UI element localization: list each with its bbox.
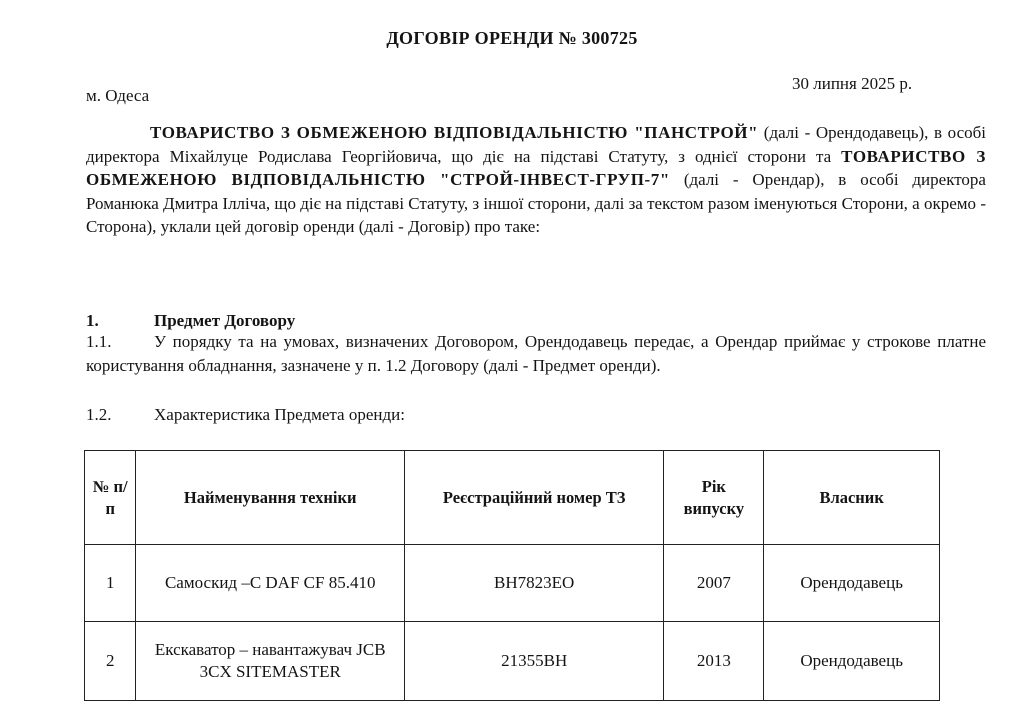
clause-1-1 — [86, 330, 986, 377]
cell-owner: Орендодавець — [764, 622, 940, 701]
document-title: ДОГОВІР ОРЕНДИ № 300725 — [386, 28, 638, 48]
intro-part2: (далі - Орендар), в особі директора Романюка Дмитра Ілліча, що діє на підставі Статуту, з іншої сторони, далі за текстом разом іменуються Сторони, а окремо - Сторона), уклали цей договір оренди (далі - Договір) про таке: — [86, 170, 986, 236]
header-registration-number: Реєстраційний номер ТЗ — [404, 451, 663, 545]
clause-number: 1.2. — [86, 405, 112, 424]
cell-owner: Орендодавець — [764, 545, 940, 622]
section-1-heading — [86, 311, 295, 331]
cell-registration-number: ВН7823ЕО — [404, 545, 663, 622]
city: м. Одеса — [86, 86, 150, 105]
section-title: Предмет Договору — [154, 311, 296, 330]
party2-name: ТОВАРИСТВО З ОБМЕЖЕНОЮ ВІДПОВІДАЛЬНІСТЮ "СТРОЙ-ІНВЕСТ-ГРУП-7" — [86, 146, 986, 189]
header-owner: Власник — [764, 451, 940, 545]
cell-year: 2007 — [664, 545, 764, 622]
clause-number: 1.1. — [86, 332, 112, 351]
clause-text: У порядку та на умовах, визначених Договором, Орендодавець передає, а Орендар приймає у строкове платне користування обладнання, зазначене у п. 1.2 Договору (далі - Предмет оренди). — [86, 332, 986, 375]
cell-year: 2013 — [664, 622, 764, 701]
table-row — [85, 622, 940, 701]
header-year: Рік випуску — [664, 451, 764, 545]
cell-equipment-name: Самоскид –С DAF CF 85.410 — [136, 545, 405, 622]
cell-registration-number: 21355ВН — [404, 622, 663, 701]
clause-1-2 — [86, 405, 405, 425]
cell-number: 1 — [85, 545, 136, 622]
party1-name: ТОВАРИСТВО З ОБМЕЖЕНОЮ ВІДПОВІДАЛЬНІСТЮ "ПАНСТРОЙ" — [150, 123, 759, 142]
intro-paragraph — [86, 121, 986, 239]
cell-equipment-name: Екскаватор – навантажувач JCB 3CX SITEMASTER — [136, 622, 405, 701]
contract-date: 30 липня 2025 р. — [792, 74, 913, 93]
clause-text: Характеристика Предмета оренди: — [154, 405, 405, 424]
section-number: 1. — [86, 311, 99, 330]
intro-part1: (далі - Орендодавець), в особі директора Міхайлуце Родислава Георгійовича, що діє на підставі Статуту, з однієї сторони та — [86, 123, 987, 166]
table-row — [85, 545, 940, 622]
equipment-table — [84, 450, 940, 701]
header-number: № п/п — [85, 451, 136, 545]
cell-number: 2 — [85, 622, 136, 701]
header-equipment-name: Найменування техніки — [136, 451, 405, 545]
table-header-row — [85, 451, 940, 545]
